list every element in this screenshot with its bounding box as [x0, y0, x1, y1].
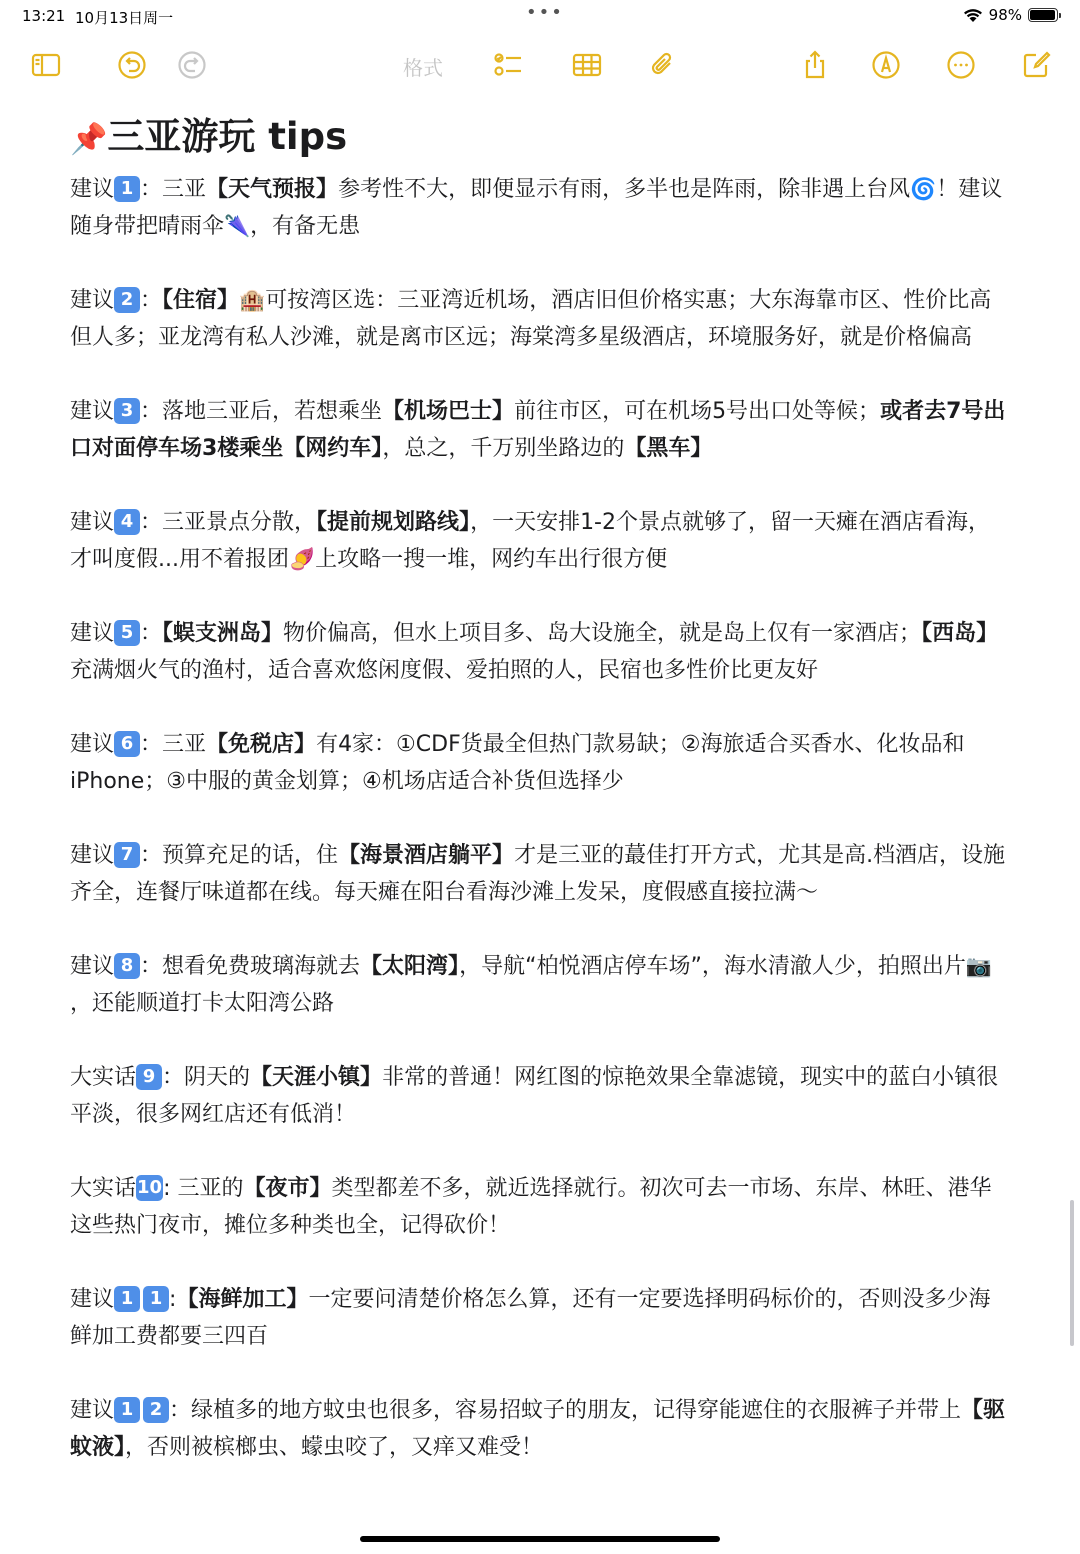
- number-keycap: 1: [114, 1286, 140, 1312]
- tip-separator: ：: [140, 510, 163, 535]
- tip-text: ，有备无患: [250, 214, 361, 239]
- tip-text: 一定要问清楚价格怎么算，还有一定要选择明码标价的，否则没多少海鲜加工费都要三四百: [70, 1287, 991, 1349]
- more-icon[interactable]: [943, 48, 979, 82]
- tip-paragraph: [70, 1281, 1010, 1355]
- tip-prefix: 建议: [70, 399, 115, 424]
- number-keycap: 3: [114, 398, 140, 424]
- tip-text: 有4家：①CDF货最全但热门款易缺；②海旅适合买香水、化妆品和iPhone；③中服的黄金划算；④机场店适合补货但选择少: [70, 732, 965, 794]
- number-keycap: 10: [136, 1175, 163, 1201]
- tip-highlight: 【机场巴士】: [382, 399, 515, 424]
- wifi-icon: [963, 8, 983, 23]
- number-keycap: 5: [114, 620, 140, 646]
- tip-highlight: 【西岛】: [921, 621, 999, 646]
- tips-list: [70, 171, 1020, 1466]
- sidebar-icon[interactable]: [28, 48, 64, 82]
- tip-prefix: 建议: [70, 732, 115, 757]
- scrollbar[interactable]: [1070, 1200, 1074, 1346]
- tip-paragraph: [70, 171, 1010, 245]
- note-title-text: 三亚游玩 tips: [107, 115, 348, 158]
- status-bar: [0, 0, 1080, 34]
- tip-text: ！建议随身带把晴雨伞: [70, 177, 1003, 239]
- tip-paragraph: [70, 1059, 1010, 1133]
- attachment-icon[interactable]: [645, 48, 681, 82]
- tip-text: 预算充足的话，住: [162, 843, 339, 868]
- redo-icon[interactable]: [174, 48, 210, 82]
- tip-prefix: 建议: [70, 510, 115, 535]
- tip-highlight: 【天涯小镇】: [250, 1065, 383, 1090]
- tip-paragraph: [70, 726, 1010, 800]
- pin-icon: 📌: [70, 122, 108, 157]
- tip-separator: ：: [162, 1065, 185, 1090]
- tip-text: 三亚景点分散，: [162, 510, 317, 535]
- tip-highlight: 【提前规划路线】: [316, 510, 471, 535]
- tip-text: 三亚的: [177, 1176, 244, 1201]
- status-right: [963, 6, 1058, 24]
- markup-icon[interactable]: [868, 48, 904, 82]
- tip-text: 落地三亚后，若想乘坐: [162, 399, 383, 424]
- emoji-icon: 🍠: [288, 547, 316, 571]
- tip-text: ，还能顺道打卡太阳湾公路: [70, 991, 335, 1016]
- tip-text: ，否则被槟榔虫、蠓虫咬了，又痒又难受！: [125, 1435, 544, 1460]
- tip-highlight: 【夜市】: [243, 1176, 332, 1201]
- emoji-icon: 📷: [965, 954, 993, 978]
- checklist-icon[interactable]: [490, 48, 526, 82]
- tip-separator: ：: [169, 1398, 192, 1423]
- tip-text: 阴天的: [184, 1065, 251, 1090]
- tip-highlight: 【黑车】: [624, 436, 713, 461]
- tip-text: 三亚: [162, 177, 207, 202]
- tip-separator: :: [169, 1287, 177, 1312]
- tip-paragraph: [70, 1170, 1010, 1244]
- tip-highlight: 【住宿】: [162, 288, 240, 313]
- emoji-icon: 🌀: [910, 177, 937, 201]
- tip-highlight: 【驱蚊液】: [70, 1398, 1006, 1460]
- note-title: [70, 110, 1020, 167]
- tip-separator: ：: [140, 177, 163, 202]
- compose-icon[interactable]: [1018, 48, 1054, 82]
- number-keycap: 1: [143, 1286, 169, 1312]
- notes-toolbar: [0, 40, 1080, 90]
- number-keycap: 8: [114, 953, 140, 979]
- tip-separator: ：: [140, 399, 163, 424]
- battery-percent: 98%: [988, 6, 1022, 24]
- tip-highlight: 【海景酒店躺平】: [338, 843, 515, 868]
- format-button[interactable]: 格式: [403, 56, 443, 80]
- tip-prefix: 大实话: [70, 1065, 137, 1090]
- tip-text: 前往市区，可在机场5号出口处等候；: [514, 399, 881, 424]
- tip-text: 才是三亚的蕞佳打开方式，尤其是高.档酒店，设施齐全，连餐厅味道都在线。每天瘫在阳台看海沙滩上发呆，度假感直接拉满～: [70, 843, 1006, 905]
- battery-level-fill: [1030, 10, 1055, 20]
- tip-separator: ：: [140, 843, 163, 868]
- number-keycap: 1: [114, 176, 140, 202]
- tip-separator: ：: [140, 954, 163, 979]
- tip-text: 非常的普通！网红图的惊艳效果全靠滤镜，现实中的蓝白小镇很平淡，很多网红店还有低消！: [70, 1065, 999, 1127]
- number-keycap: 7: [114, 842, 140, 868]
- number-keycap: 2: [114, 287, 140, 313]
- tip-highlight: 【蜈支洲岛】: [162, 621, 284, 646]
- tip-text: 类型都差不多，就近选择就行。初次可去一市场、东岸、林旺、港华这些热门夜市，摊位多种类也全，记得砍价！: [70, 1176, 992, 1238]
- tip-text: 参考性不大，即便显示有雨，多半也是阵雨，除非遇上台风: [338, 177, 911, 202]
- battery-icon: [1028, 8, 1058, 22]
- tip-paragraph: [70, 504, 1010, 578]
- undo-icon[interactable]: [114, 48, 150, 82]
- tip-prefix: 建议: [70, 1398, 115, 1423]
- tip-prefix: 建议: [70, 1287, 115, 1312]
- tip-text: ，导航“柏悦酒店停车场”，海水清澈人少，拍照出片: [459, 954, 966, 979]
- status-time: 13:21: [22, 7, 66, 25]
- tip-text: 上攻略一搜一堆，网约车出行很方便: [315, 547, 668, 572]
- tip-text: 三亚: [162, 732, 207, 757]
- tip-prefix: 建议: [70, 288, 115, 313]
- tip-text: 可按湾区选：三亚湾近机场，酒店旧但价格实惠；大东海靠市区、性价比高但人多；亚龙湾有私人沙滩，就是离市区远；海棠湾多星级酒店，环境服务好，就是价格偏高: [70, 288, 992, 350]
- tip-paragraph: [70, 837, 1010, 911]
- tip-prefix: 建议: [70, 621, 115, 646]
- tip-separator: ：: [140, 732, 163, 757]
- emoji-icon: 🏨: [239, 288, 266, 312]
- number-keycap: 9: [136, 1064, 162, 1090]
- tip-prefix: 建议: [70, 954, 115, 979]
- tip-text: 物价偏高，但水上项目多、岛大设施全，就是岛上仅有一家酒店；: [283, 621, 922, 646]
- multitasking-dots-icon[interactable]: •••: [526, 2, 564, 23]
- tip-text: 充满烟火气的渔村，适合喜欢悠闲度假、爱拍照的人，民宿也多性价比更友好: [70, 658, 819, 683]
- home-indicator[interactable]: [360, 1536, 720, 1542]
- tip-text: 想看免费玻璃海就去: [162, 954, 361, 979]
- number-keycap: 2: [143, 1397, 169, 1423]
- number-keycap: 4: [114, 509, 140, 535]
- tip-paragraph: [70, 282, 1010, 356]
- tip-text: ，一天安排1-2个景点就够了，留一天瘫在酒店看海，才叫度假...用不着报团: [70, 510, 990, 572]
- status-date: 10月13日周一: [75, 9, 174, 27]
- tip-paragraph: [70, 1392, 1010, 1466]
- tip-paragraph: [70, 615, 1010, 689]
- tip-paragraph: [70, 948, 1010, 1022]
- note-body[interactable]: [70, 110, 1020, 1503]
- tip-separator: ：: [140, 288, 163, 313]
- tip-separator: :: [163, 1176, 178, 1201]
- tip-prefix: 大实话: [70, 1176, 137, 1201]
- tip-separator: ：: [140, 621, 163, 646]
- tip-highlight: 【太阳湾】: [360, 954, 460, 979]
- tip-highlight: 【免税店】: [206, 732, 317, 757]
- table-icon[interactable]: [569, 48, 605, 82]
- tip-paragraph: [70, 393, 1010, 467]
- number-keycap: 1: [114, 1397, 140, 1423]
- tip-highlight: 或者去7号出口对面停车场3楼乘坐【网约车】: [70, 399, 1006, 461]
- emoji-icon: 🌂: [224, 214, 251, 238]
- tip-highlight: 【海鲜加工】: [176, 1287, 309, 1312]
- share-icon[interactable]: [797, 48, 833, 82]
- tip-text: ，总之，千万别坐路边的: [382, 436, 625, 461]
- tip-text: 绿植多的地方蚊虫也很多，容易招蚊子的朋友，记得穿能遮住的衣服裤子并带上: [191, 1398, 962, 1423]
- tip-prefix: 建议: [70, 177, 115, 202]
- number-keycap: 6: [114, 731, 140, 757]
- tip-highlight: 【天气预报】: [206, 177, 339, 202]
- tip-prefix: 建议: [70, 843, 115, 868]
